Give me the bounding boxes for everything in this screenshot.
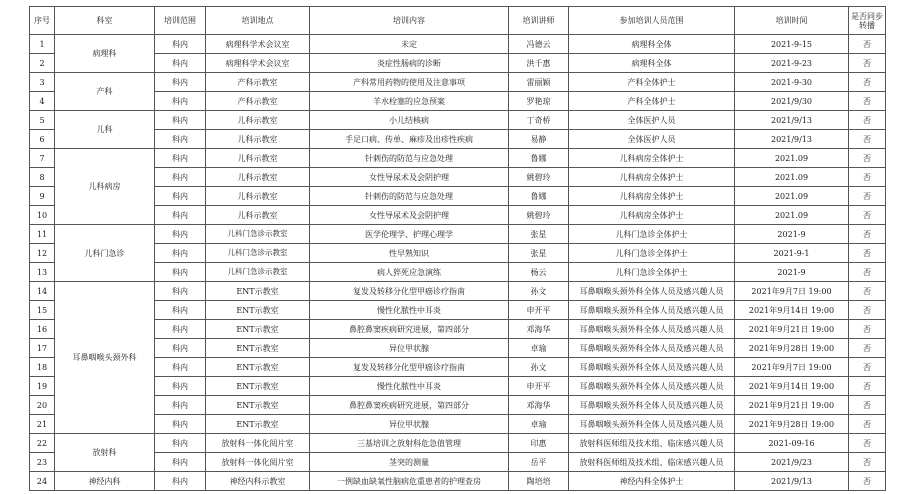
content-cell: 复发及转移分化型甲癌诊疗指南 <box>310 358 509 377</box>
scope-cell: 科内 <box>155 92 206 111</box>
broadcast-cell: 否 <box>849 187 886 206</box>
time-cell: 2021-09-16 <box>735 434 849 453</box>
table-row <box>30 111 886 130</box>
location-cell: ENT示教室 <box>206 358 310 377</box>
row-number: 15 <box>30 301 55 320</box>
time-cell: 2021/9/13 <box>735 130 849 149</box>
time-cell: 2021/9/13 <box>735 472 849 491</box>
location-cell: 儿科示教室 <box>206 149 310 168</box>
attendees-cell: 儿科门急诊全体护士 <box>569 263 735 282</box>
table-row <box>30 168 886 187</box>
table-row <box>30 320 886 339</box>
broadcast-cell: 否 <box>849 92 886 111</box>
location-cell: 儿科示教室 <box>206 187 310 206</box>
broadcast-cell: 否 <box>849 358 886 377</box>
location-cell: ENT示教室 <box>206 396 310 415</box>
department-cell: 耳鼻咽喉头颈外科 <box>55 282 155 434</box>
row-number: 12 <box>30 244 55 263</box>
row-number: 4 <box>30 92 55 111</box>
header-department: 科室 <box>55 7 155 35</box>
lecturer-cell: 雷丽颖 <box>509 73 569 92</box>
broadcast-cell: 否 <box>849 168 886 187</box>
time-cell: 2021年9月21日 19:00 <box>735 320 849 339</box>
row-number: 1 <box>30 35 55 54</box>
attendees-cell: 全体医护人员 <box>569 111 735 130</box>
table-body <box>30 35 886 491</box>
attendees-cell: 儿科病房全体护士 <box>569 187 735 206</box>
header-broadcast: 是否同步转播 <box>849 7 886 35</box>
table-row <box>30 35 886 54</box>
table-row <box>30 263 886 282</box>
attendees-cell: 儿科门急诊全体护士 <box>569 244 735 263</box>
scope-cell: 科内 <box>155 111 206 130</box>
scope-cell: 科内 <box>155 244 206 263</box>
location-cell: 儿科门急诊示教室 <box>206 225 310 244</box>
location-cell: 产科示教室 <box>206 92 310 111</box>
scope-cell: 科内 <box>155 187 206 206</box>
table-row <box>30 396 886 415</box>
row-number: 23 <box>30 453 55 472</box>
lecturer-cell: 罗艳琼 <box>509 92 569 111</box>
lecturer-cell: 姚碧玲 <box>509 206 569 225</box>
broadcast-cell: 否 <box>849 73 886 92</box>
header-lecturer: 培训讲师 <box>509 7 569 35</box>
content-cell: 性早熟知识 <box>310 244 509 263</box>
department-cell: 儿科门急诊 <box>55 225 155 282</box>
scope-cell: 科内 <box>155 415 206 434</box>
location-cell: 儿科门急诊示教室 <box>206 263 310 282</box>
scope-cell: 科内 <box>155 206 206 225</box>
broadcast-cell: 否 <box>849 263 886 282</box>
lecturer-cell: 易静 <box>509 130 569 149</box>
location-cell: 产科示教室 <box>206 73 310 92</box>
scope-cell: 科内 <box>155 35 206 54</box>
content-cell: 鼻腔鼻窦疾病研究进展，第四部分 <box>310 396 509 415</box>
location-cell: ENT示教室 <box>206 282 310 301</box>
row-number: 6 <box>30 130 55 149</box>
attendees-cell: 耳鼻咽喉头颈外科全体人员及感兴趣人员 <box>569 320 735 339</box>
broadcast-cell: 否 <box>849 35 886 54</box>
time-cell: 2021-9 <box>735 225 849 244</box>
table-row <box>30 339 886 358</box>
row-number: 13 <box>30 263 55 282</box>
time-cell: 2021.09 <box>735 187 849 206</box>
content-cell: 针刺伤的防范与应急处理 <box>310 149 509 168</box>
content-cell: 未定 <box>310 35 509 54</box>
scope-cell: 科内 <box>155 282 206 301</box>
lecturer-cell: 邓海华 <box>509 320 569 339</box>
table-row <box>30 130 886 149</box>
content-cell: 病人猝死应急演练 <box>310 263 509 282</box>
table-row <box>30 225 886 244</box>
location-cell: ENT示教室 <box>206 301 310 320</box>
broadcast-cell: 否 <box>849 339 886 358</box>
time-cell: 2021/9/23 <box>735 453 849 472</box>
content-cell: 羊水栓塞的应急预案 <box>310 92 509 111</box>
lecturer-cell: 冯德云 <box>509 35 569 54</box>
lecturer-cell: 岳平 <box>509 453 569 472</box>
table-row <box>30 282 886 301</box>
content-cell: 鼻腔鼻窦疾病研究进展，第四部分 <box>310 320 509 339</box>
department-cell: 儿科病房 <box>55 149 155 225</box>
time-cell: 2021/9/30 <box>735 92 849 111</box>
broadcast-cell: 否 <box>849 377 886 396</box>
lecturer-cell: 张星 <box>509 225 569 244</box>
attendees-cell: 儿科门急诊全体护士 <box>569 225 735 244</box>
time-cell: 2021年9月21日 19:00 <box>735 396 849 415</box>
training-schedule-sheet <box>29 6 885 491</box>
content-cell: 茎突的测量 <box>310 453 509 472</box>
broadcast-cell: 否 <box>849 111 886 130</box>
department-cell: 儿科 <box>55 111 155 149</box>
row-number: 14 <box>30 282 55 301</box>
content-cell: 手足口病、传单、麻疹及出疹性疾病 <box>310 130 509 149</box>
scope-cell: 科内 <box>155 73 206 92</box>
broadcast-cell: 否 <box>849 282 886 301</box>
lecturer-cell: 丁奇桥 <box>509 111 569 130</box>
table-row <box>30 453 886 472</box>
scope-cell: 科内 <box>155 434 206 453</box>
content-cell: 慢性化脓性中耳炎 <box>310 377 509 396</box>
attendees-cell: 产科全体护士 <box>569 92 735 111</box>
location-cell: 儿科示教室 <box>206 111 310 130</box>
header-row <box>30 7 886 35</box>
scope-cell: 科内 <box>155 377 206 396</box>
department-cell: 放射科 <box>55 434 155 472</box>
attendees-cell: 耳鼻咽喉头颈外科全体人员及感兴趣人员 <box>569 282 735 301</box>
attendees-cell: 全体医护人员 <box>569 130 735 149</box>
content-cell: 炎症性肠病的诊断 <box>310 54 509 73</box>
scope-cell: 科内 <box>155 54 206 73</box>
table-row <box>30 434 886 453</box>
header-location: 培训地点 <box>206 7 310 35</box>
table-row <box>30 244 886 263</box>
time-cell: 2021年9月28日 19:00 <box>735 339 849 358</box>
row-number: 24 <box>30 472 55 491</box>
attendees-cell: 放射科医师组及技术组、临床感兴趣人员 <box>569 453 735 472</box>
location-cell: 病理科学术会议室 <box>206 54 310 73</box>
time-cell: 2021-9-30 <box>735 73 849 92</box>
lecturer-cell: 姚碧玲 <box>509 168 569 187</box>
lecturer-cell: 印惠 <box>509 434 569 453</box>
attendees-cell: 儿科病房全体护士 <box>569 149 735 168</box>
training-schedule-table <box>29 6 886 491</box>
row-number: 22 <box>30 434 55 453</box>
time-cell: 2021-9 <box>735 263 849 282</box>
row-number: 5 <box>30 111 55 130</box>
broadcast-cell: 否 <box>849 415 886 434</box>
lecturer-cell: 申开平 <box>509 301 569 320</box>
table-row <box>30 187 886 206</box>
content-cell: 针刺伤的防范与应急处理 <box>310 187 509 206</box>
time-cell: 2021年9月14日 19:00 <box>735 377 849 396</box>
broadcast-cell: 否 <box>849 130 886 149</box>
broadcast-cell: 否 <box>849 244 886 263</box>
time-cell: 2021.09 <box>735 168 849 187</box>
table-row <box>30 92 886 111</box>
row-number: 11 <box>30 225 55 244</box>
location-cell: 放射科一体化阅片室 <box>206 453 310 472</box>
location-cell: 神经内科示教室 <box>206 472 310 491</box>
attendees-cell: 耳鼻咽喉头颈外科全体人员及感兴趣人员 <box>569 396 735 415</box>
attendees-cell: 病理科全体 <box>569 35 735 54</box>
lecturer-cell: 孙文 <box>509 358 569 377</box>
row-number: 16 <box>30 320 55 339</box>
lecturer-cell: 鲁娜 <box>509 187 569 206</box>
scope-cell: 科内 <box>155 453 206 472</box>
scope-cell: 科内 <box>155 263 206 282</box>
attendees-cell: 耳鼻咽喉头颈外科全体人员及感兴趣人员 <box>569 415 735 434</box>
lecturer-cell: 卓瑜 <box>509 339 569 358</box>
header-content: 培训内容 <box>310 7 509 35</box>
department-cell: 产科 <box>55 73 155 111</box>
content-cell: 医学伦理学、护理心理学 <box>310 225 509 244</box>
broadcast-cell: 否 <box>849 225 886 244</box>
content-cell: 女性导尿术及会阴护理 <box>310 168 509 187</box>
broadcast-cell: 否 <box>849 54 886 73</box>
scope-cell: 科内 <box>155 168 206 187</box>
attendees-cell: 耳鼻咽喉头颈外科全体人员及感兴趣人员 <box>569 358 735 377</box>
location-cell: ENT示教室 <box>206 320 310 339</box>
content-cell: 小儿结核病 <box>310 111 509 130</box>
broadcast-cell: 否 <box>849 396 886 415</box>
lecturer-cell: 邓海华 <box>509 396 569 415</box>
lecturer-cell: 杨云 <box>509 263 569 282</box>
broadcast-cell: 否 <box>849 301 886 320</box>
time-cell: 2021.09 <box>735 149 849 168</box>
broadcast-cell: 否 <box>849 206 886 225</box>
content-cell: 产科常用药物的使用及注意事项 <box>310 73 509 92</box>
broadcast-cell: 否 <box>849 453 886 472</box>
header-attendees: 参加培训人员范围 <box>569 7 735 35</box>
table-row <box>30 377 886 396</box>
time-cell: 2021-9-1 <box>735 244 849 263</box>
row-number: 8 <box>30 168 55 187</box>
scope-cell: 科内 <box>155 339 206 358</box>
location-cell: 放射科一体化阅片室 <box>206 434 310 453</box>
broadcast-cell: 否 <box>849 320 886 339</box>
scope-cell: 科内 <box>155 396 206 415</box>
attendees-cell: 病理科全体 <box>569 54 735 73</box>
attendees-cell: 儿科病房全体护士 <box>569 168 735 187</box>
table-row <box>30 415 886 434</box>
table-row <box>30 472 886 491</box>
content-cell: 三基培训之放射科危急值管理 <box>310 434 509 453</box>
location-cell: 病理科学术会议室 <box>206 35 310 54</box>
row-number: 3 <box>30 73 55 92</box>
department-cell: 神经内科 <box>55 472 155 491</box>
content-cell: 女性导尿术及会阴护理 <box>310 206 509 225</box>
row-number: 18 <box>30 358 55 377</box>
header-no: 序号 <box>30 7 55 35</box>
location-cell: ENT示教室 <box>206 377 310 396</box>
time-cell: 2021年9月7日 19:00 <box>735 358 849 377</box>
scope-cell: 科内 <box>155 320 206 339</box>
time-cell: 2021-9-15 <box>735 35 849 54</box>
row-number: 10 <box>30 206 55 225</box>
scope-cell: 科内 <box>155 301 206 320</box>
row-number: 19 <box>30 377 55 396</box>
lecturer-cell: 张星 <box>509 244 569 263</box>
table-row <box>30 301 886 320</box>
lecturer-cell: 洪千惠 <box>509 54 569 73</box>
scope-cell: 科内 <box>155 472 206 491</box>
scope-cell: 科内 <box>155 358 206 377</box>
table-row <box>30 149 886 168</box>
time-cell: 2021/9/13 <box>735 111 849 130</box>
time-cell: 2021年9月14日 19:00 <box>735 301 849 320</box>
lecturer-cell: 鲁娜 <box>509 149 569 168</box>
scope-cell: 科内 <box>155 149 206 168</box>
scope-cell: 科内 <box>155 130 206 149</box>
location-cell: 儿科门急诊示教室 <box>206 244 310 263</box>
broadcast-cell: 否 <box>849 149 886 168</box>
header-scope: 培训范围 <box>155 7 206 35</box>
lecturer-cell: 卓瑜 <box>509 415 569 434</box>
table-row <box>30 54 886 73</box>
lecturer-cell: 孙文 <box>509 282 569 301</box>
row-number: 20 <box>30 396 55 415</box>
location-cell: 儿科示教室 <box>206 168 310 187</box>
location-cell: 儿科示教室 <box>206 130 310 149</box>
content-cell: 慢性化脓性中耳炎 <box>310 301 509 320</box>
time-cell: 2021年9月28日 19:00 <box>735 415 849 434</box>
row-number: 9 <box>30 187 55 206</box>
lecturer-cell: 申开平 <box>509 377 569 396</box>
attendees-cell: 耳鼻咽喉头颈外科全体人员及感兴趣人员 <box>569 301 735 320</box>
attendees-cell: 耳鼻咽喉头颈外科全体人员及感兴趣人员 <box>569 339 735 358</box>
row-number: 7 <box>30 149 55 168</box>
attendees-cell: 神经内科全体护士 <box>569 472 735 491</box>
table-row <box>30 206 886 225</box>
broadcast-cell: 否 <box>849 472 886 491</box>
content-cell: 复发及转移分化型甲癌诊疗指南 <box>310 282 509 301</box>
content-cell: 异位甲状腺 <box>310 415 509 434</box>
attendees-cell: 产科全体护士 <box>569 73 735 92</box>
time-cell: 2021.09 <box>735 206 849 225</box>
table-header <box>30 7 886 35</box>
location-cell: 儿科示教室 <box>206 206 310 225</box>
location-cell: ENT示教室 <box>206 415 310 434</box>
table-row <box>30 73 886 92</box>
row-number: 17 <box>30 339 55 358</box>
content-cell: 一例缺血缺氧性脑病危重患者的护理查房 <box>310 472 509 491</box>
attendees-cell: 儿科病房全体护士 <box>569 206 735 225</box>
attendees-cell: 放射科医师组及技术组、临床感兴趣人员 <box>569 434 735 453</box>
content-cell: 异位甲状腺 <box>310 339 509 358</box>
time-cell: 2021-9-23 <box>735 54 849 73</box>
row-number: 21 <box>30 415 55 434</box>
broadcast-cell: 否 <box>849 434 886 453</box>
scope-cell: 科内 <box>155 225 206 244</box>
table-row <box>30 358 886 377</box>
attendees-cell: 耳鼻咽喉头颈外科全体人员及感兴趣人员 <box>569 377 735 396</box>
department-cell: 病理科 <box>55 35 155 73</box>
lecturer-cell: 陶培培 <box>509 472 569 491</box>
time-cell: 2021年9月7日 19:00 <box>735 282 849 301</box>
location-cell: ENT示教室 <box>206 339 310 358</box>
header-time: 培训时间 <box>735 7 849 35</box>
row-number: 2 <box>30 54 55 73</box>
